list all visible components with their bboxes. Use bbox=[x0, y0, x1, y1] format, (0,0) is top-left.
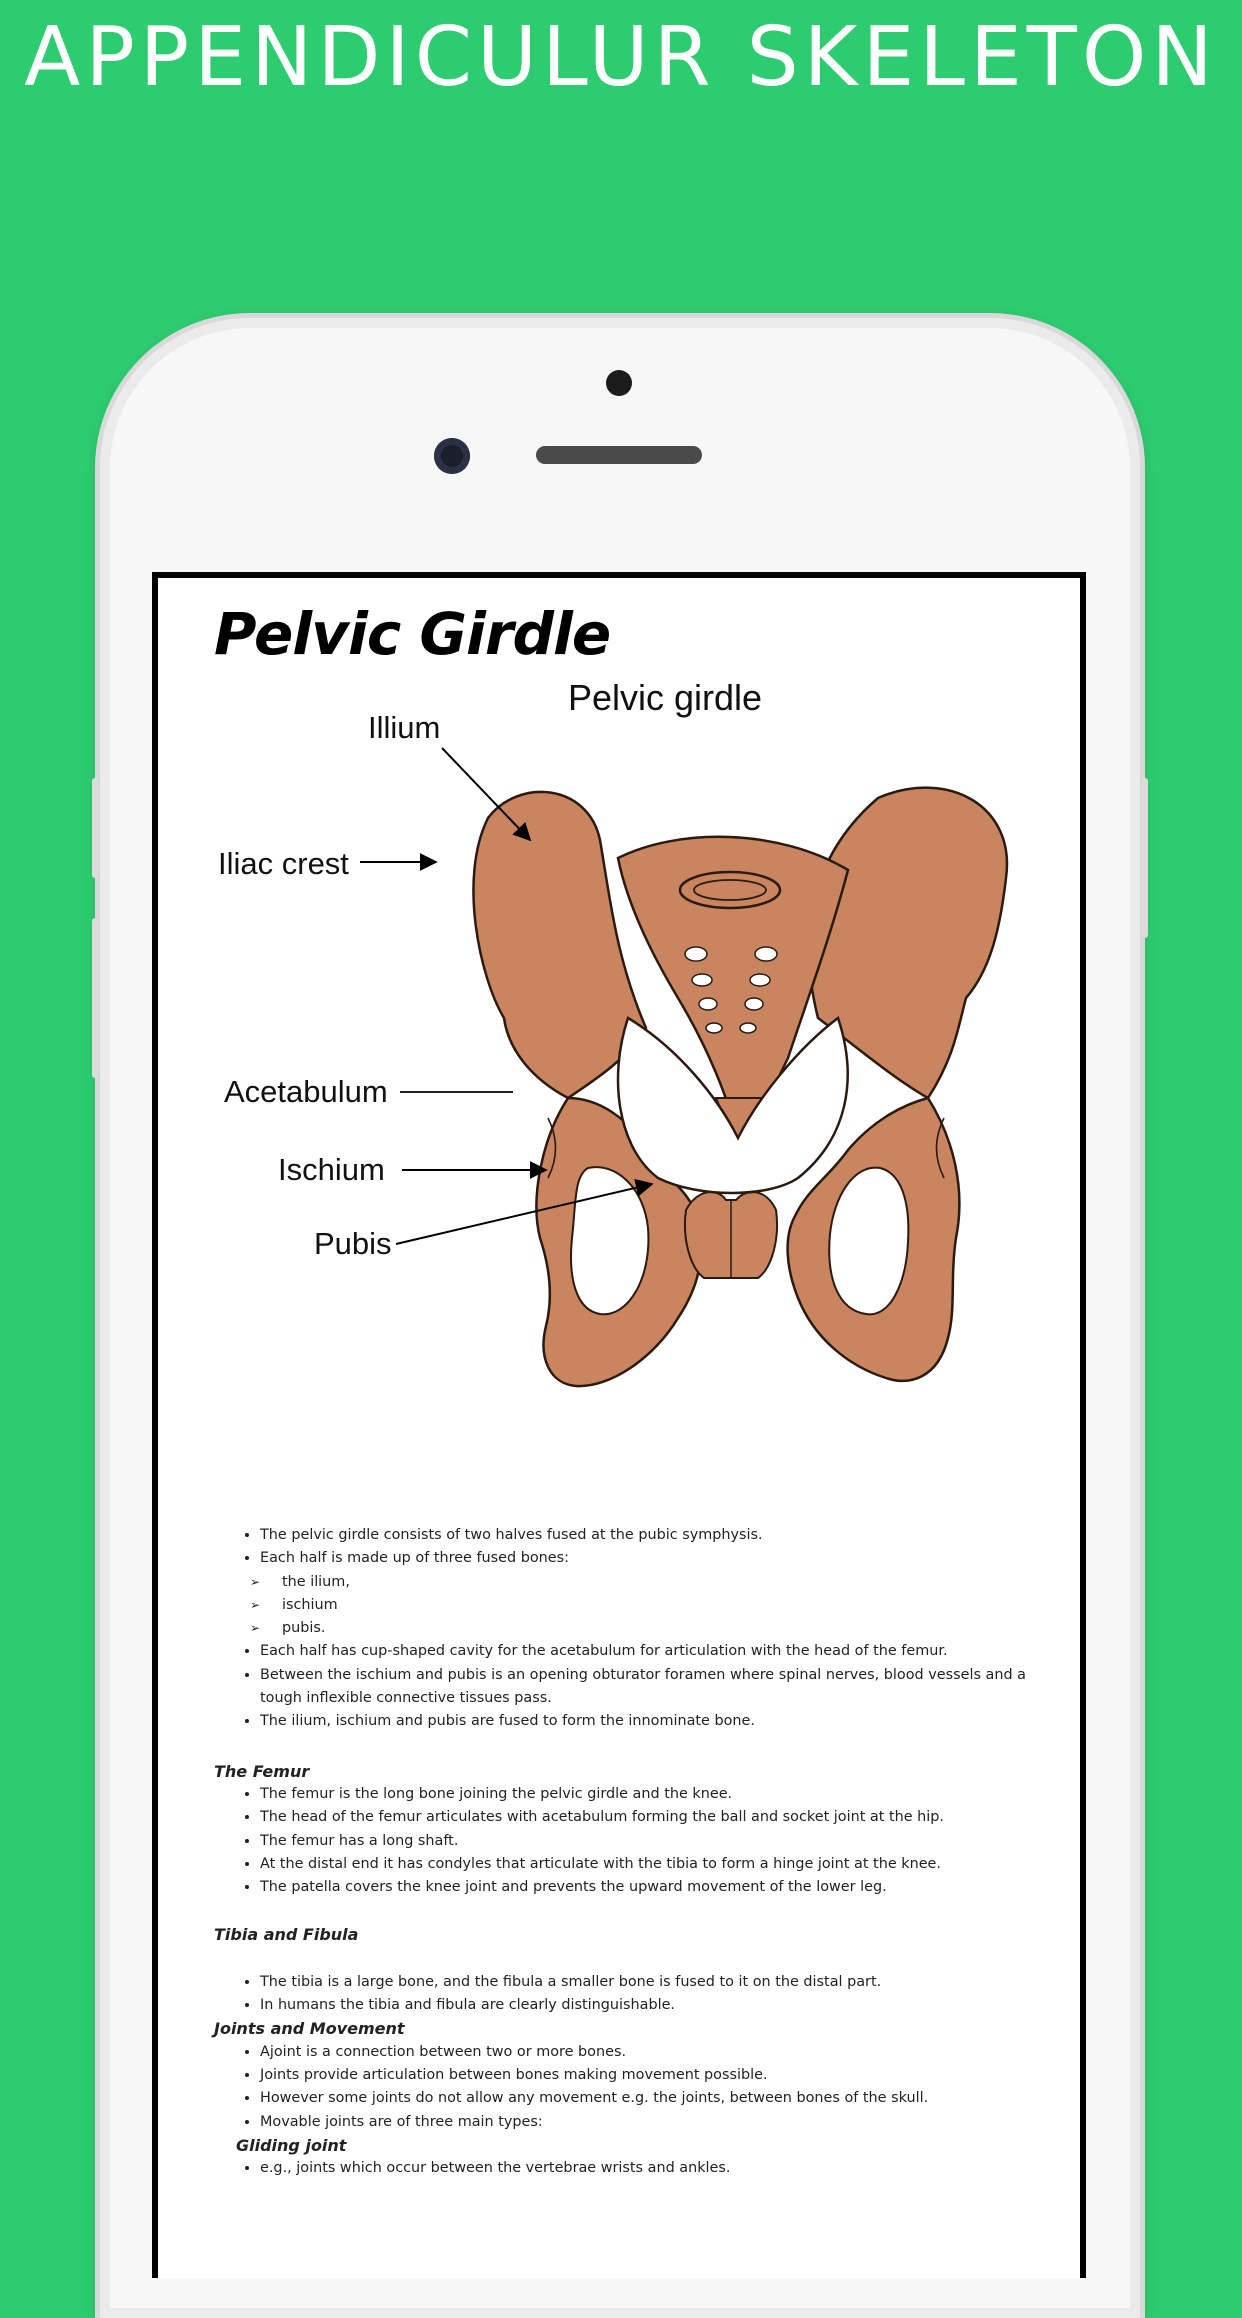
label-pubis: Pubis bbox=[314, 1226, 392, 1261]
list-item: • The tibia is a large bone, and the fibula a smaller bone is fused to it on the distal part. bbox=[260, 1971, 1034, 1994]
list-item: • Movable joints are of three main types: bbox=[260, 2111, 1034, 2134]
list-item: ➢ the ilium, bbox=[252, 1571, 1034, 1594]
list-item: ➢ ischium bbox=[252, 1594, 1034, 1617]
pelvis-list-continued bbox=[214, 1640, 1034, 1733]
list-item: • Between the ischium and pubis is an opening obturator foramen where spinal nerves, blood vessels and a tough inflexible connective tissues pass. bbox=[260, 1664, 1034, 1711]
phone-side-button bbox=[1142, 778, 1148, 938]
list-item: • The pelvic girdle consists of two halves fused at the pubic symphysis. bbox=[260, 1524, 1034, 1547]
list-item: • The patella covers the knee joint and prevents the upward movement of the lower leg. bbox=[260, 1876, 1034, 1899]
label-ischium: Ischium bbox=[278, 1152, 385, 1187]
list-item: • The ilium, ischium and pubis are fused to form the innominate bone. bbox=[260, 1710, 1034, 1733]
diagram-caption: Pelvic girdle bbox=[568, 677, 763, 718]
notes-text bbox=[214, 1524, 1034, 2180]
joints-list bbox=[214, 2041, 1034, 2134]
phone-side-button bbox=[92, 918, 98, 1078]
promo-title: APPENDICULUR SKELETON bbox=[24, 10, 1218, 105]
phone-mockup bbox=[100, 318, 1140, 2318]
pelvis-list bbox=[214, 1524, 1034, 1571]
label-illium: Illium bbox=[368, 710, 441, 745]
list-item: • Each half is made up of three fused bones: bbox=[260, 1547, 1034, 1570]
phone-screen[interactable] bbox=[152, 572, 1086, 2278]
pelvis-illustration bbox=[158, 578, 1080, 1518]
section-heading-gliding: Gliding joint bbox=[236, 2135, 347, 2155]
pelvis-bones-list bbox=[214, 1571, 1034, 1641]
list-item: • Joints provide articulation between bones making movement possible. bbox=[260, 2064, 1034, 2087]
list-item: • Each half has cup-shaped cavity for the acetabulum for articulation with the head of the femur. bbox=[260, 1640, 1034, 1663]
list-item: • However some joints do not allow any movement e.g. the joints, between bones of the skull. bbox=[260, 2087, 1034, 2110]
proximity-sensor bbox=[606, 370, 632, 396]
section-heading-joints: Joints and Movement bbox=[214, 2019, 405, 2039]
phone-side-button bbox=[92, 778, 98, 878]
gliding-list bbox=[214, 2157, 1034, 2180]
earpiece-speaker bbox=[536, 446, 702, 464]
list-item: • Ajoint is a connection between two or more bones. bbox=[260, 2041, 1034, 2064]
list-item: • At the distal end it has condyles that articulate with the tibia to form a hinge joint at the knee. bbox=[260, 1853, 1034, 1876]
front-camera bbox=[434, 438, 470, 474]
femur-list bbox=[214, 1783, 1034, 1899]
list-item: ➢ pubis. bbox=[252, 1617, 1034, 1640]
label-acetabulum: Acetabulum bbox=[224, 1074, 388, 1109]
list-item: • In humans the tibia and fibula are clearly distinguishable. bbox=[260, 1994, 1034, 2017]
list-item: • The head of the femur articulates with acetabulum forming the ball and socket joint at the hip. bbox=[260, 1806, 1034, 1829]
section-heading-femur: The Femur bbox=[214, 1761, 310, 1781]
list-item: • The femur is the long bone joining the pelvic girdle and the knee. bbox=[260, 1783, 1034, 1806]
list-item: • e.g., joints which occur between the vertebrae wrists and ankles. bbox=[260, 2157, 1034, 2180]
section-heading-tibia: Tibia and Fibula bbox=[214, 1925, 359, 1945]
label-iliac-crest: Iliac crest bbox=[218, 846, 349, 881]
tibia-list bbox=[214, 1971, 1034, 2018]
list-item: • The femur has a long shaft. bbox=[260, 1830, 1034, 1853]
document-title: Pelvic Girdle bbox=[214, 600, 611, 668]
